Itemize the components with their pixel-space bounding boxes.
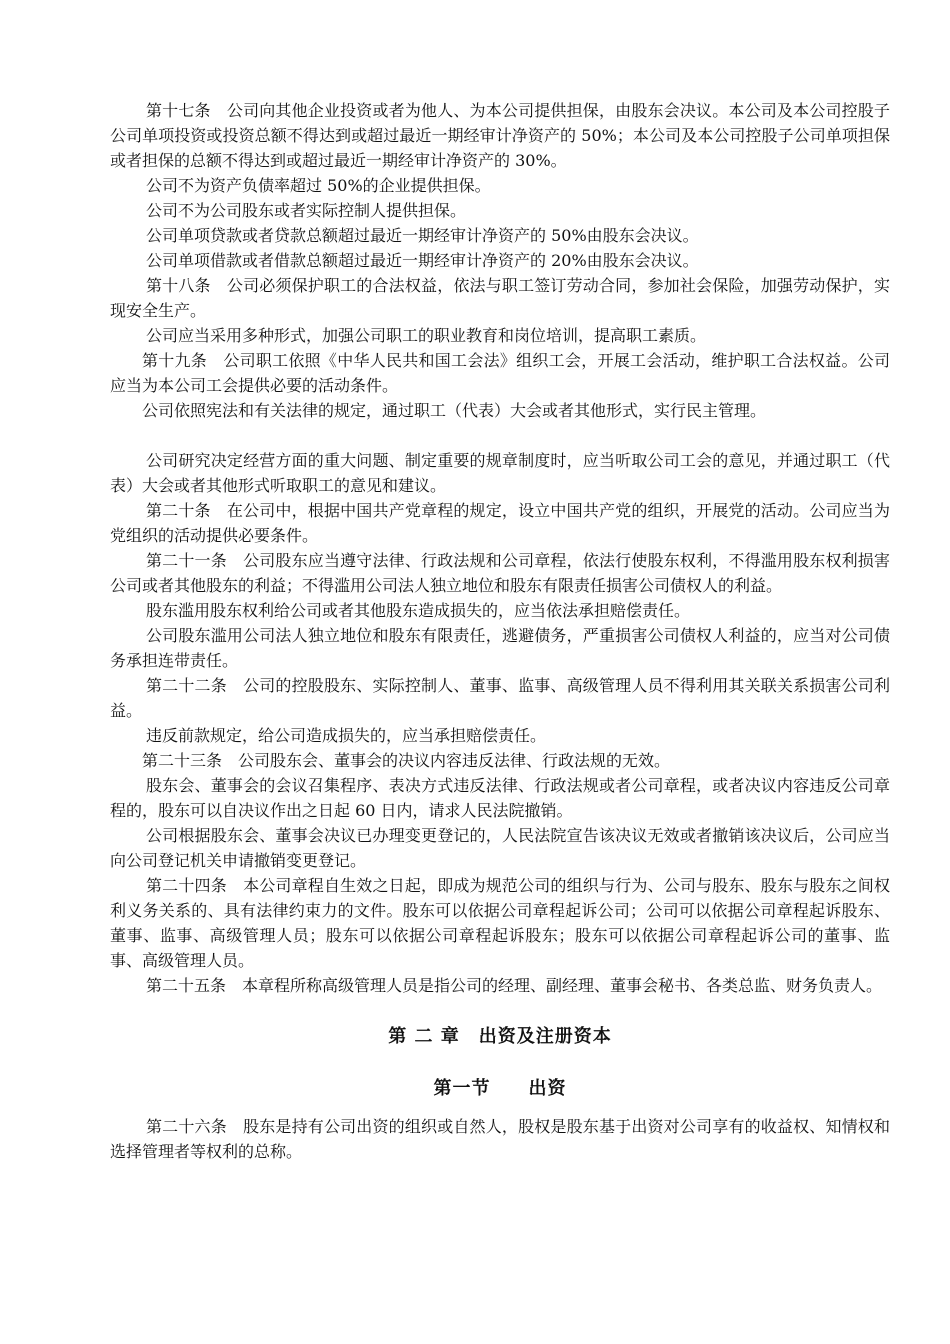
paragraph: 股东会、董事会的会议召集程序、表决方式违反法律、行政法规或者公司章程，或者决议内容违反公司章程的，股东可以自决议作出之日起 60 日内，请求人民法院撤销。: [110, 776, 890, 820]
chapter-title: 第 二 章 出资及注册资本: [388, 1026, 612, 1047]
article-26: 第二十六条 股东是持有公司出资的组织或自然人，股权是股东基于出资对公司享有的收益权、知情权和选择管理者等权利的总称。: [110, 1117, 890, 1161]
article-17: 第十七条 公司向其他企业投资或者为他人、为本公司提供担保，由股东会决议。本公司及本公司控股子公司单项投资或投资总额不得达到或超过最近一期经审计净资产的 50%；本公司及本公司控股子公司单项担保或者担保的总额不得达到或超过最近一期经审计净资产的 30%。: [110, 101, 890, 170]
paragraph: 违反前款规定，给公司造成损失的，应当承担赔偿责任。: [146, 726, 547, 745]
paragraph: 公司单项贷款或者贷款总额超过最近一期经审计净资产的 50%由股东会决议。: [146, 226, 699, 245]
article-21: 第二十一条 公司股东应当遵守法律、行政法规和公司章程，依法行使股东权利，不得滥用股东权利损害公司或者其他股东的利益；不得滥用公司法人独立地位和股东有限责任损害公司债权人的利益。: [110, 551, 890, 595]
article-23: 第二十三条 公司股东会、董事会的决议内容违反法律、行政法规的无效。: [142, 751, 671, 770]
paragraph: 公司应当采用多种形式，加强公司职工的职业教育和岗位培训，提高职工素质。: [146, 326, 707, 345]
paragraph: 公司依照宪法和有关法律的规定，通过职工（代表）大会或者其他形式，实行民主管理。: [142, 401, 767, 420]
paragraph: 公司根据股东会、董事会决议已办理变更登记的，人民法院宣告该决议无效或者撤销该决议后，公司应当向公司登记机关申请撤销变更登记。: [110, 826, 890, 870]
paragraph: 公司不为公司股东或者实际控制人提供担保。: [146, 201, 467, 220]
article-20: 第二十条 在公司中，根据中国共产党章程的规定，设立中国共产党的组织，开展党的活动。公司应当为党组织的活动提供必要条件。: [110, 501, 890, 545]
document-page: [110, 98, 890, 1164]
paragraph: 股东滥用股东权利给公司或者其他股东造成损失的，应当依法承担赔偿责任。: [146, 601, 691, 620]
article-22: 第二十二条 公司的控股股东、实际控制人、董事、监事、高级管理人员不得利用其关联关系损害公司利益。: [110, 676, 890, 720]
paragraph: 公司单项借款或者借款总额超过最近一期经审计净资产的 20%由股东会决议。: [146, 251, 699, 270]
blank-line: [110, 423, 890, 448]
paragraph: 公司股东滥用公司法人独立地位和股东有限责任，逃避债务，严重损害公司债权人利益的，应当对公司债务承担连带责任。: [110, 626, 890, 670]
paragraph: 公司研究决定经营方面的重大问题、制定重要的规章制度时，应当听取公司工会的意见，并通过职工（代表）大会或者其他形式听取职工的意见和建议。: [110, 451, 890, 495]
article-24: 第二十四条 本公司章程自生效之日起，即成为规范公司的组织与行为、公司与股东、股东与股东之间权利义务关系的、具有法律约束力的文件。股东可以依据公司章程起诉公司；公司可以依据公司章程起诉股东、董事、监事、高级管理人员；股东可以依据公司章程起诉股东；股东可以依据公司章程起诉公司的董事、监事、高级管理人员。: [110, 876, 890, 970]
section-title: 第一节 出资: [433, 1078, 567, 1099]
article-18: 第十八条 公司必须保护职工的合法权益，依法与职工签订劳动合同，参加社会保险，加强劳动保护，实现安全生产。: [110, 276, 890, 320]
paragraph: 公司不为资产负债率超过 50%的企业提供担保。: [146, 176, 491, 195]
article-25: 第二十五条 本章程所称高级管理人员是指公司的经理、副经理、董事会秘书、各类总监、财务负责人。: [146, 976, 883, 995]
article-19: 第十九条 公司职工依照《中华人民共和国工会法》组织工会，开展工会活动，维护职工合法权益。公司应当为本公司工会提供必要的活动条件。: [110, 351, 890, 395]
